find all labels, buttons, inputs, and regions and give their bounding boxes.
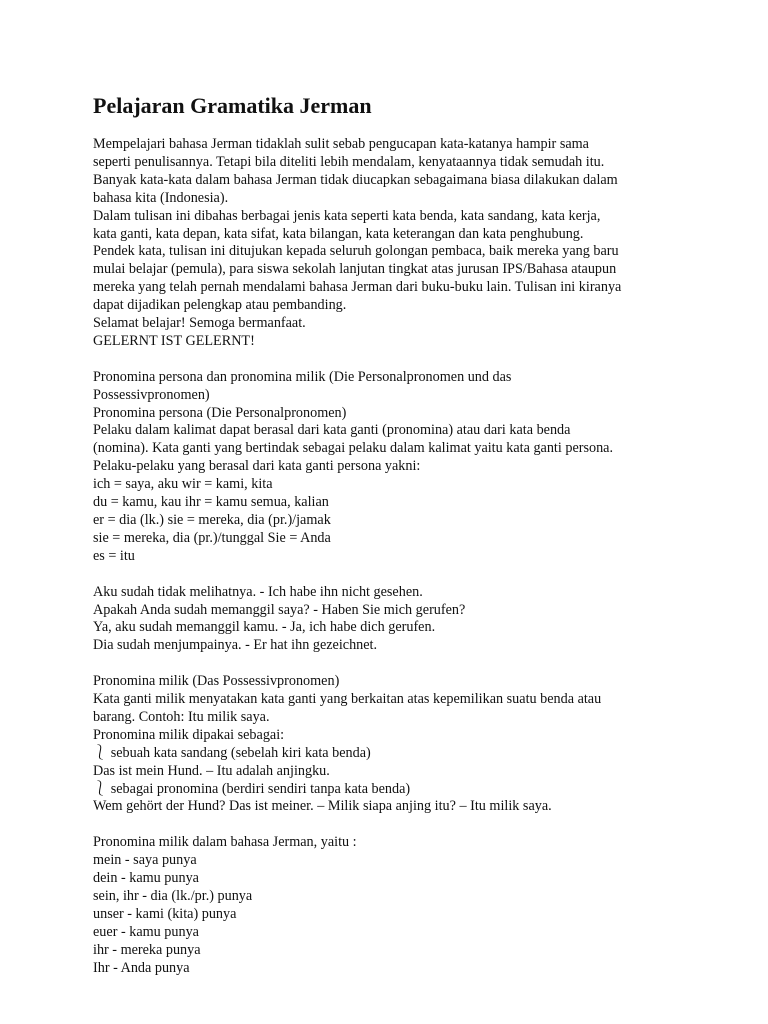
text-line: Pronomina persona dan pronomina milik (Die Personalpronomen und das: [93, 368, 512, 385]
text-line: Dalam tulisan ini dibahas berbagai jenis kata seperti kata benda, kata sandang, kata kerja,: [93, 207, 601, 224]
personal-pronoun-section: [93, 369, 693, 566]
example-section: [93, 584, 693, 656]
text-line: Mempelajari bahasa Jerman tidaklah sulit sebab pengucapan kata-katanya hampir sama: [93, 136, 589, 152]
list-heading: Pronomina milik dalam bahasa Jerman, yaitu :: [93, 834, 357, 851]
list-item: ihr - mereka punya: [93, 941, 201, 958]
text-line: (nomina). Kata ganti yang bertindak sebagai pelaku dalam kalimat yaitu kata ganti persona.: [93, 440, 614, 457]
list-item: Ihr - Anda punya: [93, 959, 190, 976]
text-line: mereka yang telah pernah mendalami bahasa Jerman dari buku-buku lain. Tulisan ini kiranya: [93, 279, 622, 296]
list-item: dein - kamu punya: [93, 870, 199, 887]
paragraph-gap: [93, 351, 693, 369]
example-line: Dia sudah menjumpainya. - Er hat ihn gezeichnet.: [93, 637, 378, 654]
text-line: Selamat belajar! Semoga bermanfaat.: [93, 315, 306, 332]
text-line: Pelaku dalam kalimat dapat berasal dari kata ganti (pronomina) atau dari kata benda: [93, 422, 571, 439]
example-line: Apakah Anda sudah memanggil saya? - Haben Sie mich gerufen?: [93, 601, 466, 618]
text-line: Kata ganti milik menyatakan kata ganti yang berkaitan atas kepemilikan suatu benda atau: [93, 691, 602, 708]
text-line: GELERNT IST GELERNT!: [93, 332, 255, 349]
pronoun-row: er = dia (lk.) sie = mereka, dia (pr.)/jamak: [93, 512, 331, 529]
text-line: dapat dijadikan pelengkap atau pembanding.: [93, 297, 347, 314]
bullet-line: ⎱ sebagai pronomina (berdiri sendiri tanpa kata benda): [93, 780, 411, 797]
text-line: barang. Contoh: Itu milik saya.: [93, 708, 270, 725]
list-item: mein - saya punya: [93, 852, 197, 869]
possessive-list-section: [93, 834, 693, 977]
text-line: Das ist mein Hund. – Itu adalah anjingku.: [93, 762, 330, 779]
intro-section: [93, 136, 693, 351]
text-line: mulai belajar (pemula), para siswa sekolah lanjutan tingkat atas jurusan IPS/Bahasa ataupun: [93, 261, 617, 278]
example-line: Aku sudah tidak melihatnya. - Ich habe ihn nicht gesehen.: [93, 583, 423, 600]
text-line: Pendek kata, tulisan ini ditujukan kepada seluruh golongan pembaca, baik mereka yang baru: [93, 243, 619, 260]
pronoun-row: ich = saya, aku wir = kami, kita: [93, 476, 273, 493]
example-line: Ya, aku sudah memanggil kamu. - Ja, ich habe dich gerufen.: [93, 619, 436, 636]
text-line: kata ganti, kata depan, kata sifat, kata bilangan, kata keterangan dan kata penghubung.: [93, 225, 584, 242]
pronoun-row: es = itu: [93, 547, 135, 564]
text-line: bahasa kita (Indonesia).: [93, 189, 229, 206]
bullet-line: ⎱ sebuah kata sandang (sebelah kiri kata benda): [93, 744, 371, 761]
text-line: Pronomina milik dipakai sebagai:: [93, 726, 285, 743]
document-page: [93, 92, 693, 978]
pronoun-row: du = kamu, kau ihr = kamu semua, kalian: [93, 494, 329, 511]
list-item: unser - kami (kita) punya: [93, 905, 237, 922]
possessive-pronoun-section: [93, 673, 693, 816]
page-title: Pelajaran Gramatika Jerman: [93, 93, 372, 118]
section-heading: Pronomina milik (Das Possessivpronomen): [93, 673, 340, 690]
text-line: Wem gehört der Hund? Das ist meiner. – Milik siapa anjing itu? – Itu milik saya.: [93, 798, 552, 815]
paragraph-gap: [93, 655, 693, 673]
paragraph-gap: [93, 816, 693, 834]
text-line: seperti penulisannya. Tetapi bila diteliti lebih mendalam, kenyataannya tidak semudah itu.: [93, 153, 605, 170]
list-item: sein, ihr - dia (lk./pr.) punya: [93, 888, 253, 904]
text-line: Pelaku-pelaku yang berasal dari kata ganti persona yakni:: [93, 458, 421, 475]
paragraph-gap: [93, 566, 693, 584]
section-heading: Pronomina persona (Die Personalpronomen): [93, 404, 347, 421]
text-line: Banyak kata-kata dalam bahasa Jerman tidak diucapkan sebagaimana biasa dilakukan dalam: [93, 171, 618, 188]
pronoun-row: sie = mereka, dia (pr.)/tunggal Sie = Anda: [93, 529, 331, 546]
text-line: Possessivpronomen): [93, 386, 210, 403]
list-item: euer - kamu punya: [93, 923, 199, 940]
